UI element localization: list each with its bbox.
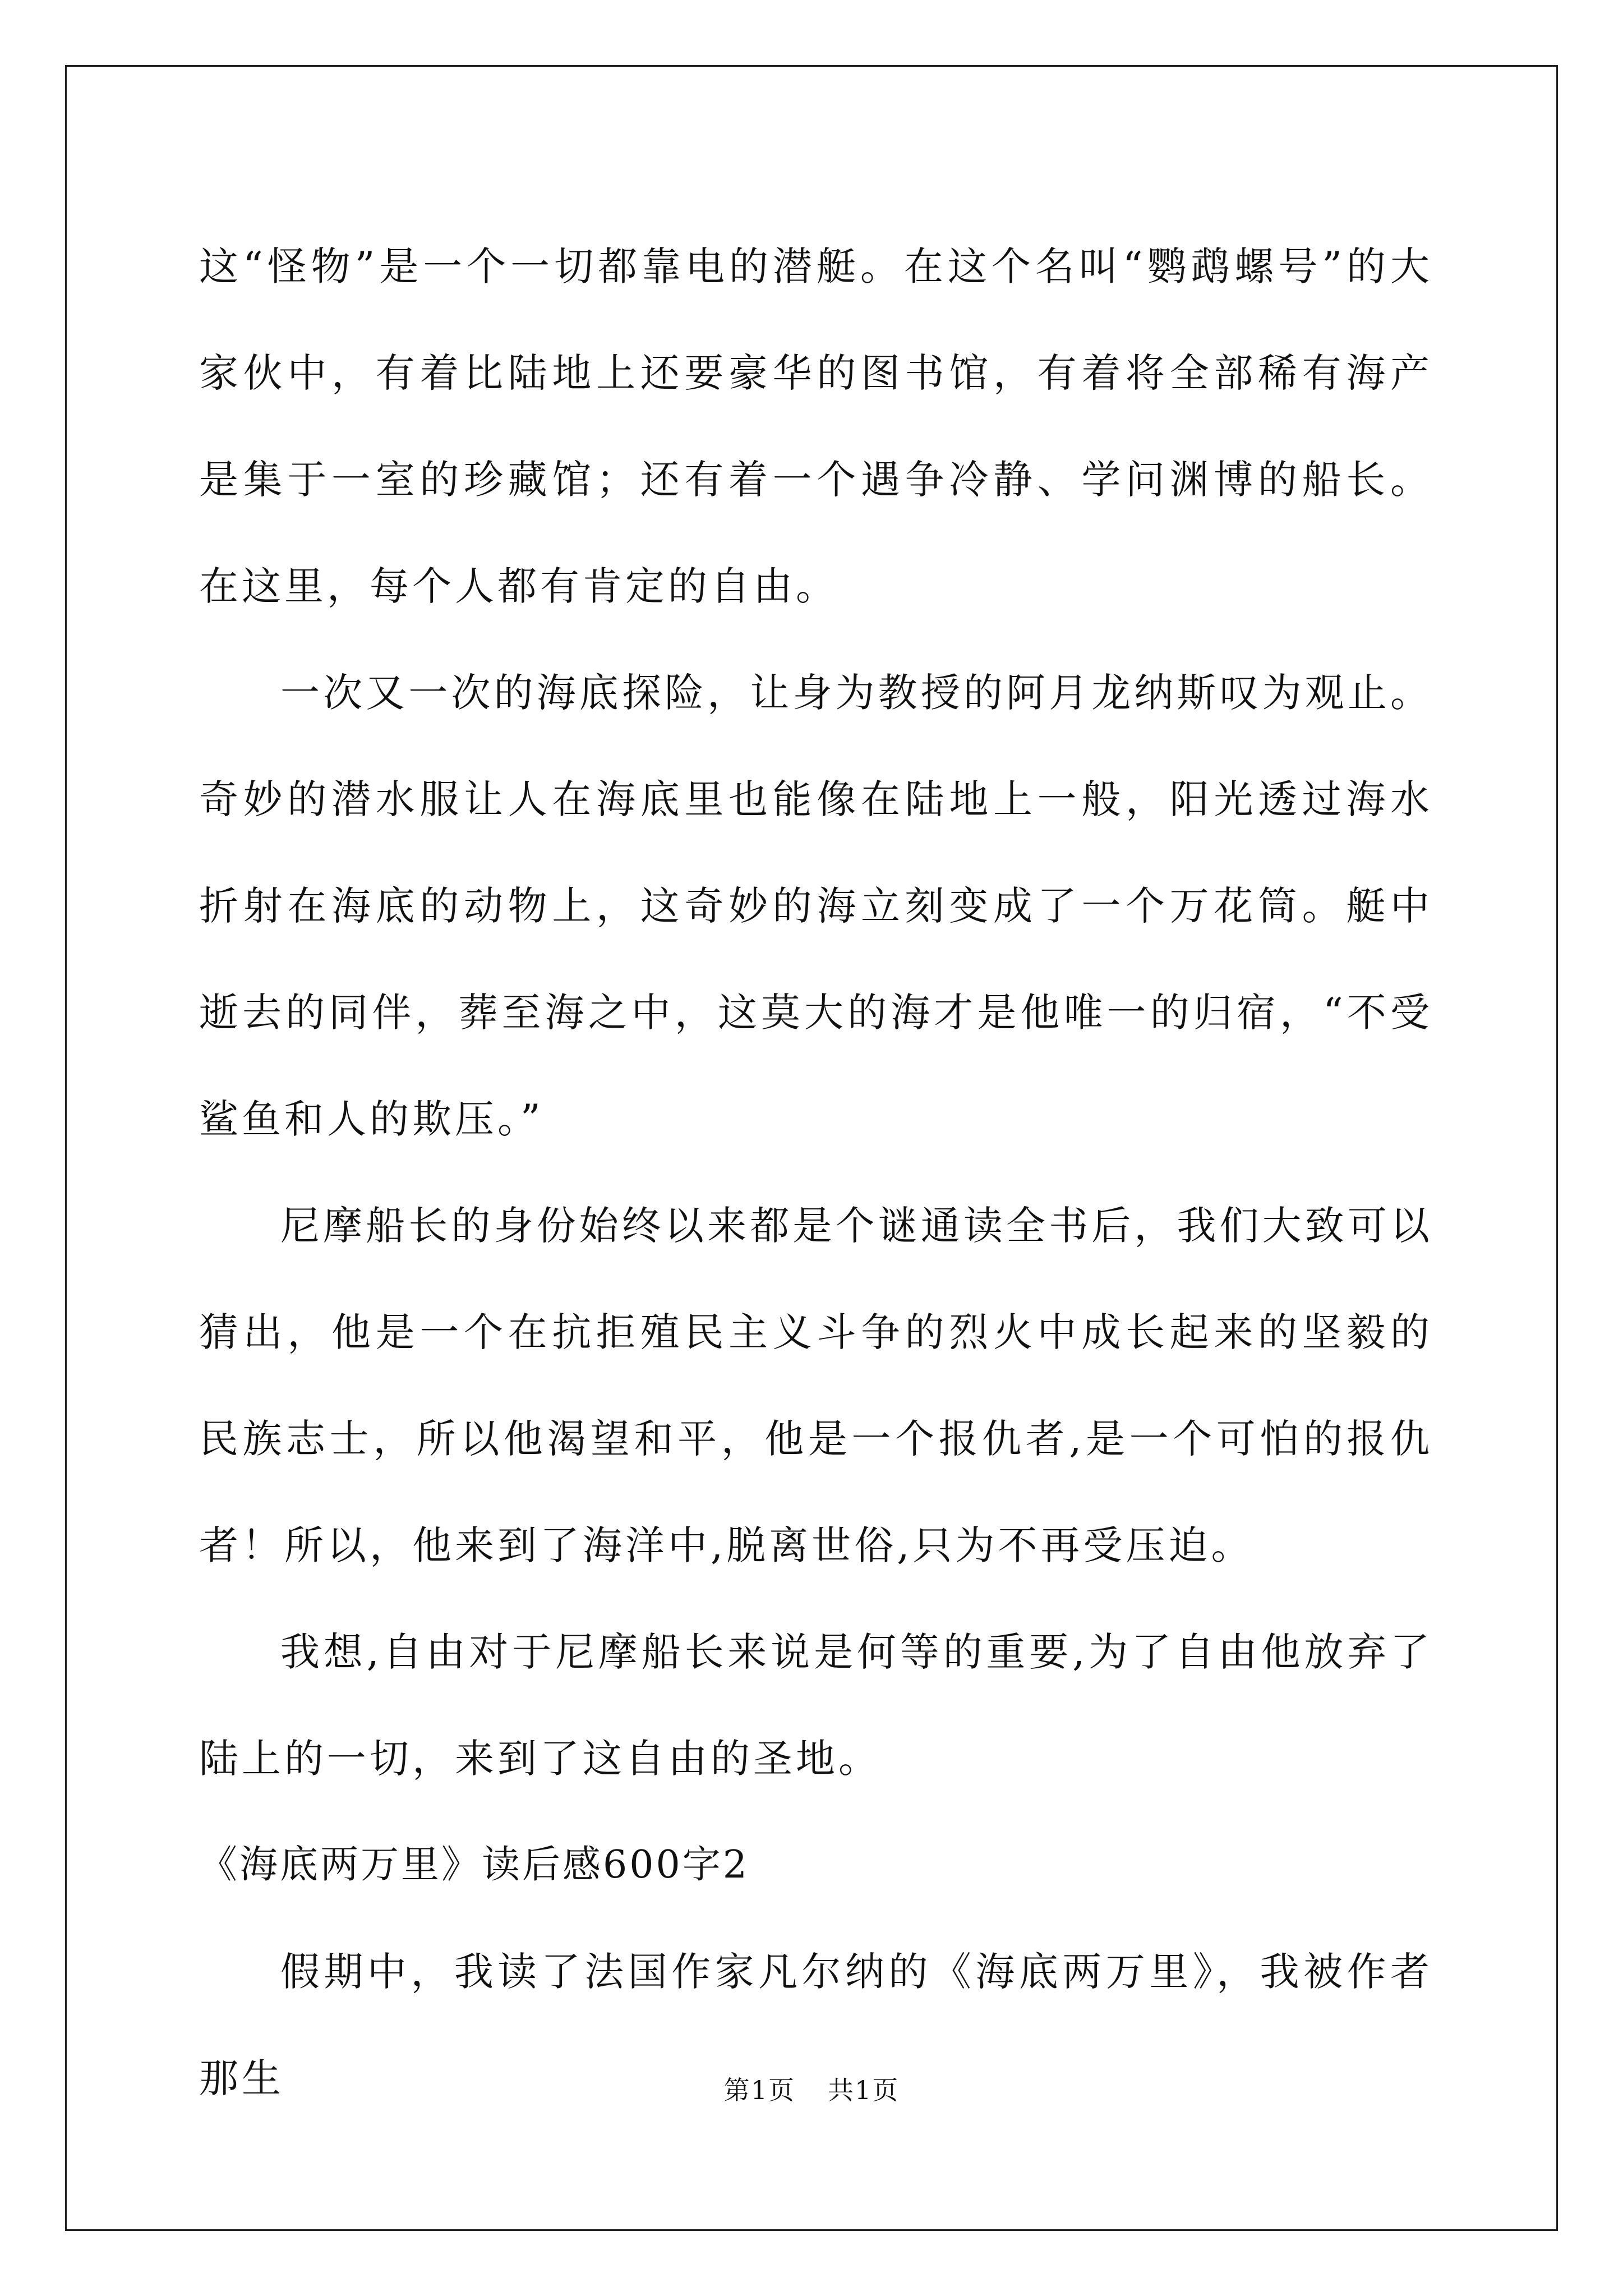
- section-heading: 《海底两万里》读后感600字2: [199, 1843, 750, 1887]
- paragraph-5: 假期中，我读了法国作家凡尔纳的《海底两万里》，我被作者那生: [199, 1949, 1433, 2101]
- page-number: 第1页: [723, 2075, 795, 2105]
- paragraph-3: 尼摩船长的身份始终以来都是个谜通读全书后，我们大致可以猜出，他是一个在抗拒殖民主义斗争的烈火中成长起来的坚毅的民族志士，所以他渴望和平，他是一个报仇者,是一个可怕的报仇者！所以，他来到了海洋中,脱离世俗,只为不再受压迫。: [199, 1203, 1433, 1568]
- page-footer: [0, 2070, 1623, 2107]
- paragraph-2: 一次又一次的海底探险，让身为教授的阿月龙纳斯叹为观止。奇妙的潜水服让人在海底里也能像在陆地上一般，阳光透过海水折射在海底的动物上，这奇妙的海立刻变成了一个万花筒。艇中逝去的同伴，葬至海之中，这莫大的海才是他唯一的归宿，“不受鲨鱼和人的欺压。”: [199, 670, 1433, 1142]
- page-total: 共1页: [828, 2075, 900, 2105]
- document-body: [199, 213, 1433, 2132]
- paragraph-1: 这“怪物”是一个一切都靠电的潜艇。在这个名叫“鹦鹉螺号”的大家伙中，有着比陆地上还要豪华的图书馆，有着将全部稀有海产是集于一室的珍藏馆；还有着一个遇争冷静、学问渊博的船长。在这里，每个人都有肯定的自由。: [199, 243, 1433, 609]
- paragraph-4: 我想,自由对于尼摩船长来说是何等的重要,为了自由他放弃了陆上的一切，来到了这自由的圣地。: [199, 1629, 1433, 1782]
